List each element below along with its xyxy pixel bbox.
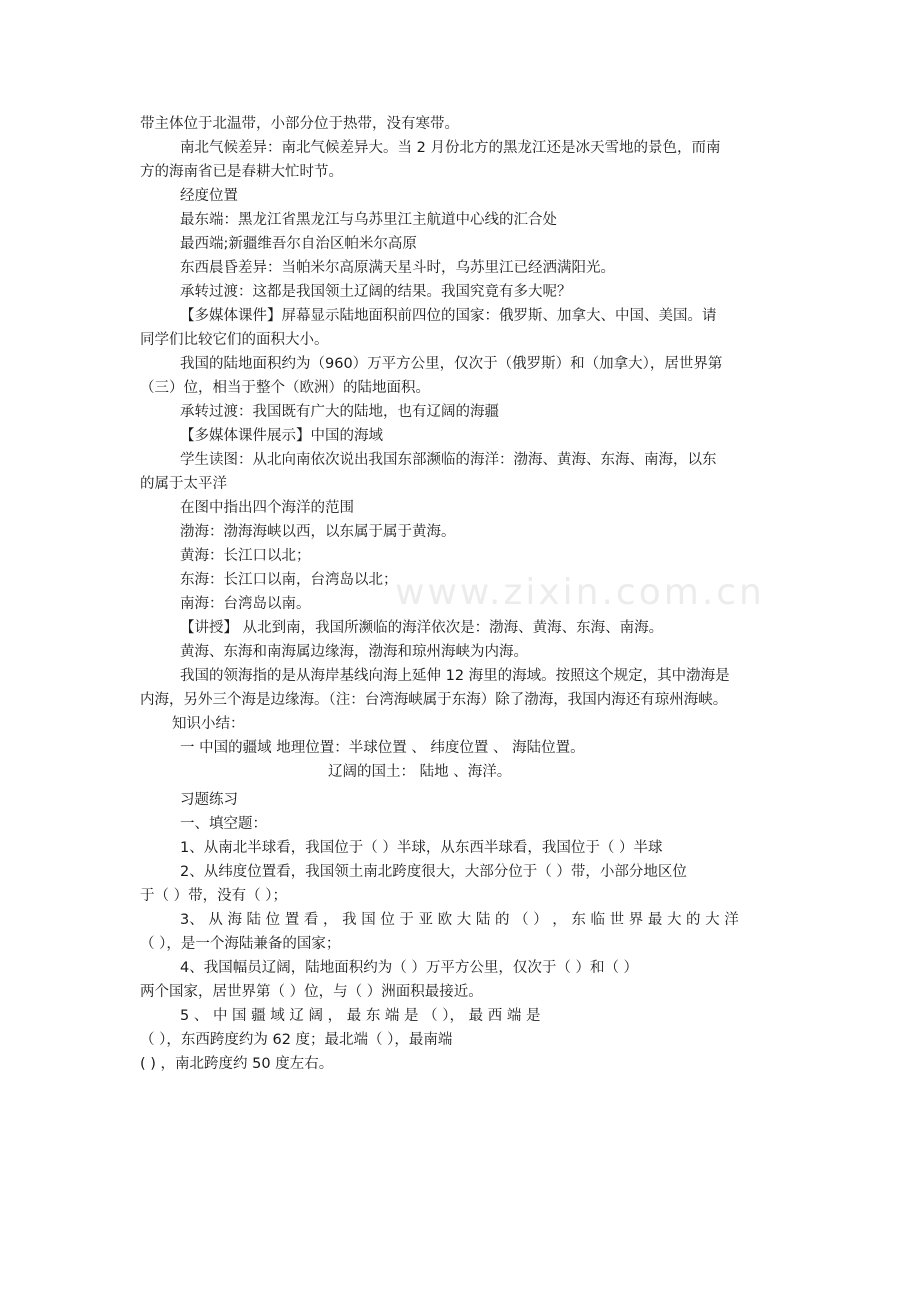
text-line: 我国的领海指的是从海岸基线向海上延伸 12 海里的海域。按照这个规定，其中渤海是	[180, 668, 730, 684]
text-line: 【多媒体课件】屏幕显示陆地面积前四位的国家：俄罗斯、加拿大、中国、美国。请	[180, 308, 717, 324]
text-line: 东海：长江口以南，台湾岛以北；	[180, 572, 398, 588]
text-line: 黄海：长江口以北；	[180, 548, 311, 564]
text-line: 【多媒体课件展示】中国的海域	[180, 428, 383, 444]
question-line: 2、从纬度位置看，我国领土南北跨度很大，大部分位于（ ）带，小部分地区位	[180, 864, 687, 880]
text-line: 东西晨昏差异：当帕米尔高原满天星斗时，乌苏里江已经洒满阳光。	[180, 260, 615, 276]
question-line: 两个国家，居世界第（ ）位，与（ ）洲面积最接近。	[140, 984, 483, 1000]
text-line: 南北气候差异：南北气候差异大。当 2 月份北方的黑龙江还是冰天雪地的景色，而南	[180, 140, 721, 156]
text-line: 最西端;新疆维吾尔自治区帕米尔高原	[180, 236, 417, 252]
text-line: 一 中国的疆域 地理位置：半球位置 、 纬度位置 、 海陆位置。	[180, 740, 585, 756]
question-line: （ ），东西跨度约为 62 度；最北端（ ），最南端	[140, 1032, 453, 1048]
text-line: 最东端：黑龙江省黑龙江与乌苏里江主航道中心线的汇合处	[180, 212, 557, 228]
text-line: 学生读图：从北向南依次说出我国东部濒临的海洋：渤海、黄海、东海、南海，以东	[180, 452, 717, 468]
text-line: 在图中指出四个海洋的范围	[180, 500, 354, 516]
text-line: 带主体位于北温带，小部分位于热带，没有寒带。	[140, 116, 459, 132]
section-heading: 知识小结：	[172, 716, 245, 732]
text-line: 辽阔的国土： 陆地 、海洋。	[328, 764, 512, 780]
text-line: 经度位置	[180, 188, 238, 204]
text-line: 南海：台湾岛以南。	[180, 596, 311, 612]
text-line: 承转过渡：我国既有广大的陆地，也有辽阔的海疆	[180, 404, 499, 420]
question-line: 5 、 中 国 疆 域 辽 阔 ， 最 东 端 是 （ ）， 最 西 端 是	[180, 1008, 541, 1024]
text-line: 我国的陆地面积约为（960）万平方公里，仅次于（俄罗斯）和（加拿大），居世界第	[180, 356, 723, 372]
text-line: 【讲授】 从北到南，我国所濒临的海洋依次是：渤海、黄海、东海、南海。	[180, 620, 664, 636]
question-line: （ ），是一个海陆兼备的国家；	[140, 936, 341, 952]
text-line: 的属于太平洋	[140, 476, 227, 492]
question-line: ( ) ，南北跨度约 50 度左右。	[140, 1056, 334, 1072]
section-heading: 习题练习	[180, 792, 238, 808]
text-line: 方的海南省已是春耕大忙时节。	[140, 164, 343, 180]
question-line: 1、从南北半球看，我国位于（ ）半球，从东西半球看，我国位于（ ）半球	[180, 840, 663, 856]
watermark: www.zixin.com.cn	[395, 572, 765, 613]
text-line: 同学们比较它们的面积大小。	[140, 332, 329, 348]
text-line: （三）位，相当于整个（欧洲）的陆地面积。	[140, 380, 430, 396]
question-line: 4、我国幅员辽阔，陆地面积约为（ ）万平方公里，仅次于（ ）和（ ）	[180, 960, 639, 976]
question-line: 于（ ）带，没有（ ）；	[140, 888, 287, 904]
text-line: 内海，另外三个海是边缘海。（注：台湾海峡属于东海）除了渤海，我国内海还有琼州海峡。	[140, 692, 728, 708]
text-line: 渤海：渤海海峡以西，以东属于属于黄海。	[180, 524, 456, 540]
text-line: 承转过渡：这都是我国领土辽阔的结果。我国究竟有多大呢？	[180, 284, 572, 300]
text-line: 黄海、东海和南海属边缘海，渤海和琼州海峡为内海。	[180, 644, 528, 660]
question-line: 3、 从 海 陆 位 置 看 ， 我 国 位 于 亚 欧 大 陆 的 （ ） ， 东 临 世 界 最 大 的 大 洋	[180, 912, 739, 928]
section-heading: 一、填空题：	[180, 816, 267, 832]
